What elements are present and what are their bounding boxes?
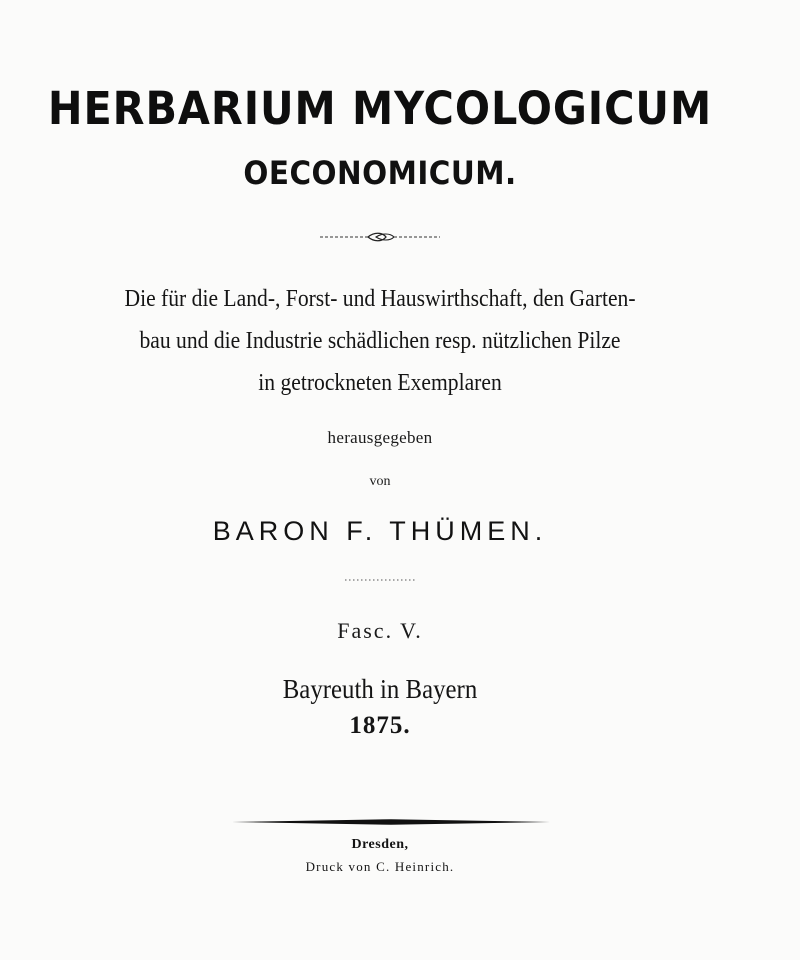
editor-label: herausgegeben <box>327 428 433 447</box>
imprint-year: 1875. <box>349 712 411 739</box>
printer-city: Dresden, <box>351 837 409 852</box>
description-line-1: Die für die Land-, Forst- und Hauswirthschaft, den Garten- <box>124 286 636 312</box>
fascicle-number: Fasc. V. <box>337 618 423 643</box>
dotted-divider <box>345 578 415 582</box>
printer-name: Druck von C. Heinrich. <box>305 859 455 874</box>
main-title: HERBARIUM MYCOLOGICUM <box>47 82 713 135</box>
editor-preposition: von <box>369 474 391 489</box>
description-line-2: bau und die Industrie schädlichen resp. nützlichen Pilze <box>139 328 621 354</box>
ornament-divider <box>320 231 440 243</box>
tapered-rule <box>232 818 550 826</box>
description-line-3: in getrockneten Exemplaren <box>258 370 502 396</box>
editor-name: BARON F. THÜMEN. <box>212 516 548 546</box>
imprint-place: Bayreuth in Bayern <box>282 674 478 704</box>
subtitle: OECONOMICUM. <box>243 154 517 192</box>
